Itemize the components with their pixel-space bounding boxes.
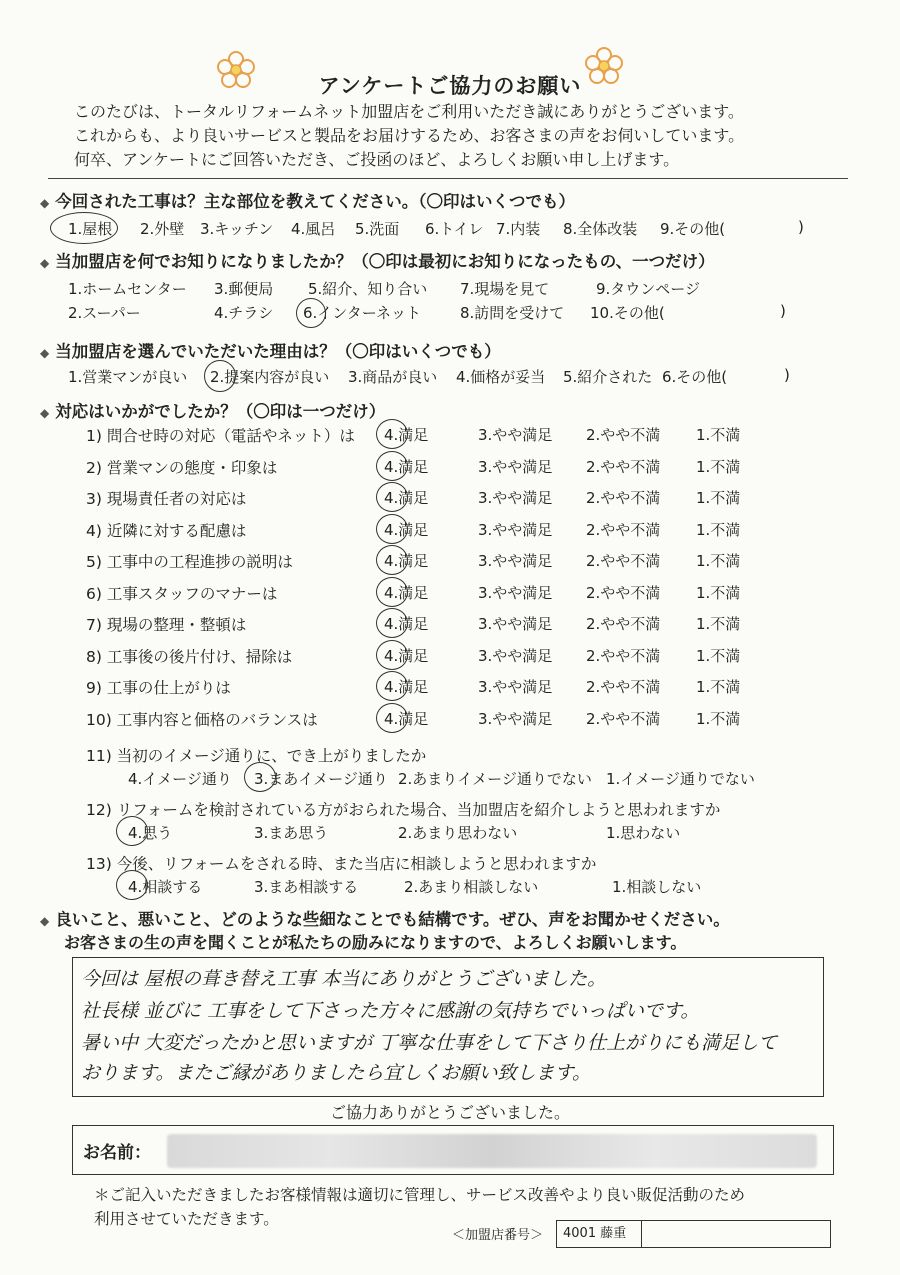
q1-option-other[interactable]: 9.その他( <box>660 220 726 238</box>
q4-rating-option[interactable]: 3.やや満足 <box>478 647 553 665</box>
q4-rating-option[interactable]: 2.やや不満 <box>586 615 661 633</box>
q1-option-kitchen[interactable]: 3.キッチン <box>200 220 274 238</box>
comment-line: 社長様 並びに 工事をして下さった方々に感謝の気持ちでいっぱいです。 <box>81 1000 700 1022</box>
q4-rating-option[interactable]: 1.不満 <box>696 678 741 696</box>
q11-option-1[interactable]: 1.イメージ通りでない <box>606 770 755 788</box>
q4-item-label: 3) 現場責任者の対応は <box>86 490 247 508</box>
q2-title: ◆ 当加盟店を何でお知りになりましたか？（〇印は最初にお知りになったもの、一つだけ） <box>40 248 715 272</box>
q4-rating-option[interactable]: 2.やや不満 <box>586 489 661 507</box>
q2-option-site[interactable]: 7.現場を見て <box>460 280 550 298</box>
q12-option-4[interactable]: 4.思う <box>128 824 173 842</box>
intro-line: このたびは、トータルリフォームネット加盟店をご利用いただき誠にありがとうございます。 <box>74 102 744 121</box>
privacy-line: ＊ご記入いただきましたお客様情報は適切に管理し、サービス改善やより良い販促活動のため <box>94 1186 746 1204</box>
q4-rating-option[interactable]: 1.不満 <box>696 552 741 570</box>
q4-rating-option[interactable]: 1.不満 <box>696 489 741 507</box>
q1-title: ◆ 今回された工事は？主な部位を教えてください。（〇印はいくつでも） <box>40 188 575 212</box>
intro-line: これからも、より良いサービスと製品をお届けするため、お客さまの声をお伺いしています。 <box>74 126 745 145</box>
q2-option-referral[interactable]: 5.紹介、知り合い <box>308 280 428 298</box>
intro-line: 何卒、アンケートにご回答いただき、ご投函のほど、よろしくお願い申し上げます。 <box>74 150 680 169</box>
q4-rating-option[interactable]: 4.満足 <box>384 458 429 476</box>
q3-option-other[interactable]: 6.その他( <box>662 368 728 386</box>
q4-rating-option[interactable]: 2.やや不満 <box>586 426 661 444</box>
q12-option-2[interactable]: 2.あまり思わない <box>398 824 518 842</box>
q1-option-exterior[interactable]: 2.外壁 <box>140 220 185 238</box>
q13-text: 13) 今後、リフォームをされる時、また当店に相談しようと思われますか <box>86 855 597 873</box>
name-label: お名前： <box>83 1143 151 1163</box>
q3-title: ◆ 当加盟店を選んでいただいた理由は？（〇印はいくつでも） <box>40 338 501 362</box>
q4-rating-option[interactable]: 4.満足 <box>384 426 429 444</box>
comment-box[interactable] <box>72 957 824 1097</box>
q1-option-washroom[interactable]: 5.洗面 <box>355 220 400 238</box>
q4-item-label: 8) 工事後の後片付け、掃除は <box>86 648 293 666</box>
q4-rating-option[interactable]: 4.満足 <box>384 678 429 696</box>
q4-item-label: 6) 工事スタッフのマナーは <box>86 585 278 603</box>
shop-number-label: ＜加盟店番号＞ <box>452 1228 544 1243</box>
q3-option-proposal[interactable]: 2.提案内容が良い <box>210 368 330 386</box>
q2-option-home-center[interactable]: 1.ホームセンター <box>68 280 187 298</box>
q4-rating-option[interactable]: 2.やや不満 <box>586 458 661 476</box>
q4-rating-option[interactable]: 3.やや満足 <box>478 426 553 444</box>
q4-rating-option[interactable]: 4.満足 <box>384 615 429 633</box>
q2-option-visit[interactable]: 8.訪問を受けて <box>460 304 565 322</box>
shop-code: 4001 藤重 <box>557 1221 642 1247</box>
q12-option-3[interactable]: 3.まあ思う <box>254 824 329 842</box>
intro-text <box>74 100 744 172</box>
q2-option-supermarket[interactable]: 2.スーパー <box>68 304 141 322</box>
q2-option-post-office[interactable]: 3.郵便局 <box>214 280 274 298</box>
q4-rating-option[interactable]: 2.やや不満 <box>586 710 661 728</box>
q3-option-salesperson[interactable]: 1.営業マンが良い <box>68 368 188 386</box>
q4-rating-option[interactable]: 3.やや満足 <box>478 584 553 602</box>
q4-rating-option[interactable]: 3.やや満足 <box>478 678 553 696</box>
q1-option-interior[interactable]: 7.内装 <box>496 220 541 238</box>
q4-rating-option[interactable]: 1.不満 <box>696 615 741 633</box>
q13-option-3[interactable]: 3.まあ相談する <box>254 878 359 896</box>
q2-option-internet[interactable]: 6.インターネット <box>303 304 421 322</box>
q4-rating-option[interactable]: 1.不満 <box>696 458 741 476</box>
q1-other-close: ) <box>798 218 804 236</box>
q11-option-2[interactable]: 2.あまりイメージ通りでない <box>398 770 592 788</box>
q2-option-flyer[interactable]: 4.チラシ <box>214 304 274 322</box>
redacted-name <box>167 1134 817 1168</box>
q13-option-2[interactable]: 2.あまり相談しない <box>404 878 539 896</box>
q4-rating-option[interactable]: 2.やや不満 <box>586 552 661 570</box>
q4-rating-option[interactable]: 4.満足 <box>384 584 429 602</box>
q12-option-1[interactable]: 1.思わない <box>606 824 681 842</box>
q4-rating-option[interactable]: 1.不満 <box>696 426 741 444</box>
q4-rating-option[interactable]: 1.不満 <box>696 584 741 602</box>
q4-item-label: 4) 近隣に対する配慮は <box>86 522 247 540</box>
q4-item-label: 2) 営業マンの態度・印象は <box>86 459 278 477</box>
q4-rating-option[interactable]: 1.不満 <box>696 710 741 728</box>
divider <box>48 178 848 179</box>
q3-option-product[interactable]: 3.商品が良い <box>348 368 438 386</box>
q4-rating-option[interactable]: 3.やや満足 <box>478 552 553 570</box>
comments-title: ◆ 良いこと、悪いこと、どのような些細なことでも結構です。ぜひ、声をお聞かせください。 <box>40 906 730 930</box>
shop-number-box <box>556 1220 831 1248</box>
q3-other-close: ) <box>784 366 790 384</box>
q4-rating-option[interactable]: 4.満足 <box>384 710 429 728</box>
q4-rating-option[interactable]: 1.不満 <box>696 647 741 665</box>
privacy-line: 利用させていただきます。 <box>94 1210 279 1228</box>
q13-option-1[interactable]: 1.相談しない <box>612 878 702 896</box>
q4-item-label: 10) 工事内容と価格のバランスは <box>86 711 318 729</box>
q3-option-price[interactable]: 4.価格が妥当 <box>456 368 546 386</box>
page-title: アンケートご協力のお願い <box>318 74 582 98</box>
comments-subtitle: お客さまの生の声を聞くことが私たちの励みになりますので、よろしくお願いします。 <box>64 933 687 952</box>
q12-text: 12) リフォームを検討されている方がおられた場合、当加盟店を紹介しようと思われますか <box>86 801 721 819</box>
q4-title: ◆ 対応はいかがでしたか？（〇印は一つだけ） <box>40 398 385 422</box>
q1-option-full-renovation[interactable]: 8.全体改装 <box>563 220 638 238</box>
name-field[interactable] <box>72 1125 834 1175</box>
thanks-text: ご協力ありがとうございました。 <box>329 1103 570 1122</box>
q4-item-label: 9) 工事の仕上がりは <box>86 679 231 697</box>
comment-line: 暑い中 大変だったかと思いますが 丁寧な仕事をして下さり仕上がりにも満足して <box>81 1032 778 1054</box>
q4-item-label: 7) 現場の整理・整頓は <box>86 616 247 634</box>
q4-rating-option[interactable]: 2.やや不満 <box>586 678 661 696</box>
comment-line: 今回は 屋根の葺き替え工事 本当にありがとうございました。 <box>81 968 607 990</box>
q4-rating-option[interactable]: 3.やや満足 <box>478 521 553 539</box>
q11-text: 11) 当初のイメージ通りに、でき上がりましたか <box>86 747 427 765</box>
q4-item-label: 1) 問合せ時の対応（電話やネット）は <box>86 427 355 445</box>
q4-rating-option[interactable]: 3.やや満足 <box>478 710 553 728</box>
q4-rating-option[interactable]: 2.やや不満 <box>586 521 661 539</box>
q1-option-roof[interactable]: 1.屋根 <box>68 220 113 238</box>
q2-other-close: ) <box>780 302 786 320</box>
q11-option-3[interactable]: 3.まあイメージ通り <box>254 770 388 788</box>
q2-option-town-page[interactable]: 9.タウンページ <box>596 280 701 298</box>
q4-rating-option[interactable]: 4.満足 <box>384 521 429 539</box>
q4-rating-option[interactable]: 3.やや満足 <box>478 458 553 476</box>
q4-item-label: 5) 工事中の工程進捗の説明は <box>86 553 293 571</box>
q1-option-bath[interactable]: 4.風呂 <box>291 220 336 238</box>
q4-rating-option[interactable]: 3.やや満足 <box>478 489 553 507</box>
q4-rating-option[interactable]: 4.満足 <box>384 552 429 570</box>
q4-rating-option[interactable]: 4.満足 <box>384 647 429 665</box>
q4-rating-option[interactable]: 2.やや不満 <box>586 647 661 665</box>
q11-option-4[interactable]: 4.イメージ通り <box>128 770 232 788</box>
q1-option-toilet[interactable]: 6.トイレ <box>425 220 484 238</box>
q4-rating-option[interactable]: 2.やや不満 <box>586 584 661 602</box>
q3-option-referred[interactable]: 5.紹介された <box>563 368 653 386</box>
q2-option-other[interactable]: 10.その他( <box>590 304 665 322</box>
q2-options <box>68 278 818 328</box>
q4-rating-option[interactable]: 3.やや満足 <box>478 615 553 633</box>
comment-line: おります。またご縁がありましたら宜しくお願い致します。 <box>81 1062 591 1084</box>
q13-option-4[interactable]: 4.相談する <box>128 878 203 896</box>
q4-rating-option[interactable]: 1.不満 <box>696 521 741 539</box>
q4-rating-option[interactable]: 4.満足 <box>384 489 429 507</box>
